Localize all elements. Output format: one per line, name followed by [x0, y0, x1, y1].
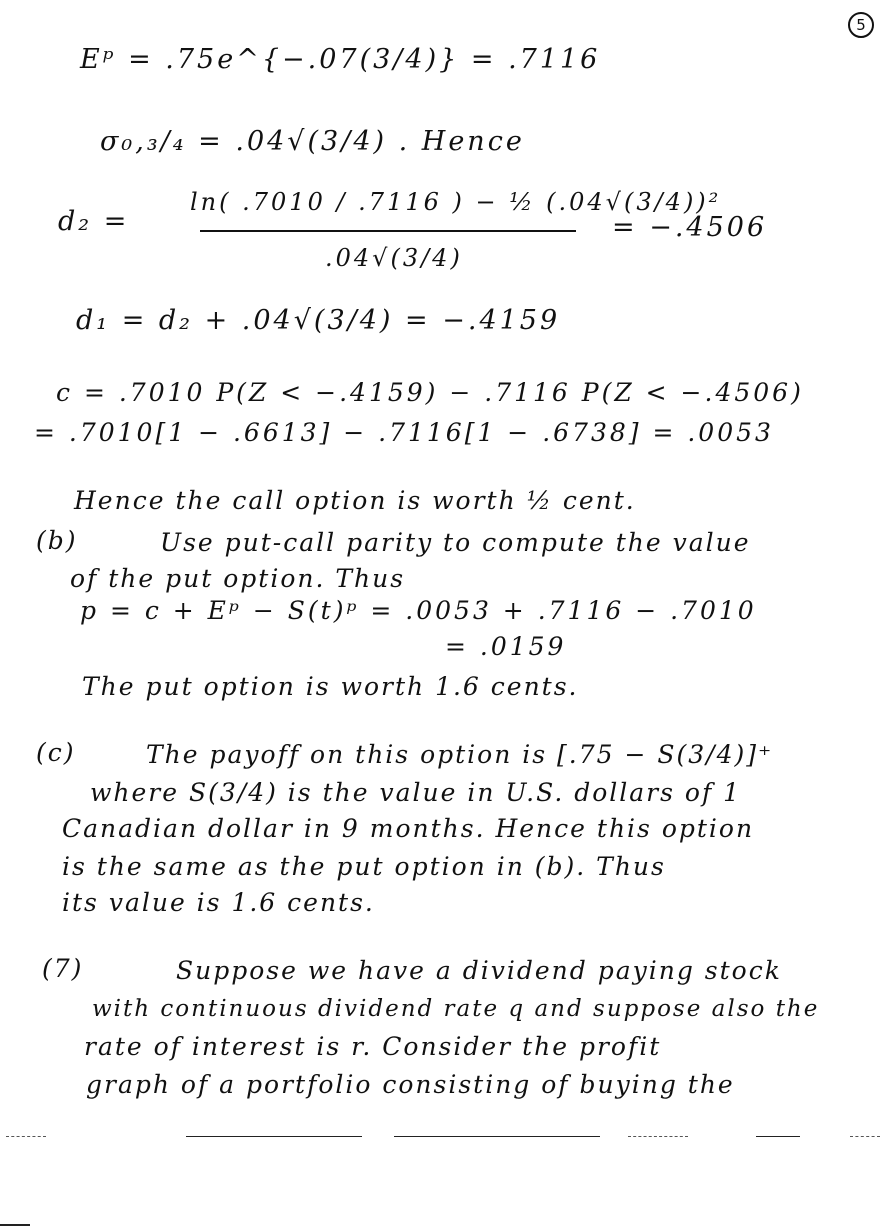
part-c-line-5: its value is 1.6 cents.	[62, 888, 375, 917]
d2-numerator: ln( .7010 / .7116 ) − ½ (.04√(3/4))²	[190, 188, 722, 216]
problem-7-line-3: rate of interest is r. Consider the profit	[84, 1032, 662, 1061]
call-price-line-2: = .7010[1 − .6613] − .7116[1 − .6738] = .0053	[34, 418, 774, 447]
part-b-line-2: of the put option. Thus	[70, 564, 406, 593]
part-b-parity-equation: p = c + Eᵖ − S(t)ᵖ = .0053 + .7116 − .7010	[80, 596, 757, 625]
problem-7-label: (7)	[42, 954, 84, 983]
d2-label: d₂ =	[58, 206, 130, 237]
sigma-line: σ₀,₃/₄ = .04√(3/4) . Hence	[100, 126, 525, 157]
part-c-label: (c)	[36, 738, 76, 767]
part-b-line-1: Use put-call parity to compute the value	[160, 528, 751, 557]
scan-artifact	[756, 1136, 800, 1137]
d2-denominator: .04√(3/4)	[325, 244, 463, 272]
scan-artifact	[0, 1224, 30, 1226]
page-number: 5	[848, 12, 874, 38]
call-conclusion: Hence the call option is worth ½ cent.	[74, 486, 636, 515]
scan-artifact	[850, 1136, 880, 1138]
problem-7-line-1: Suppose we have a dividend paying stock	[176, 956, 782, 985]
problem-7-line-4: graph of a portfolio consisting of buying the	[86, 1070, 735, 1099]
d2-fraction-bar	[200, 230, 576, 232]
scan-artifact	[394, 1136, 600, 1137]
part-b-label: (b)	[36, 526, 78, 555]
forward-rate-line: Eᵖ = .75e^{−.07(3/4)} = .7116	[80, 44, 601, 75]
scan-artifact	[186, 1136, 362, 1137]
part-b-parity-result: = .0159	[445, 632, 567, 661]
part-c-line-2: where S(3/4) is the value in U.S. dollars of 1	[90, 778, 742, 807]
part-c-line-1: The payoff on this option is [.75 − S(3/4)]⁺	[146, 740, 774, 769]
part-c-line-3: Canadian dollar in 9 months. Hence this option	[62, 814, 755, 843]
call-price-line-1: c = .7010 P(Z < −.4159) − .7116 P(Z < −.4506)	[56, 378, 804, 407]
scan-artifact	[6, 1136, 46, 1138]
part-c-line-4: is the same as the put option in (b). Thus	[62, 852, 666, 881]
d1-line: d₁ = d₂ + .04√(3/4) = −.4159	[76, 305, 561, 336]
part-b-conclusion: The put option is worth 1.6 cents.	[82, 672, 579, 701]
d2-result: = −.4506	[612, 212, 768, 243]
problem-7-line-2: with continuous dividend rate q and suppose also the	[92, 996, 820, 1022]
scan-artifact	[628, 1136, 688, 1138]
